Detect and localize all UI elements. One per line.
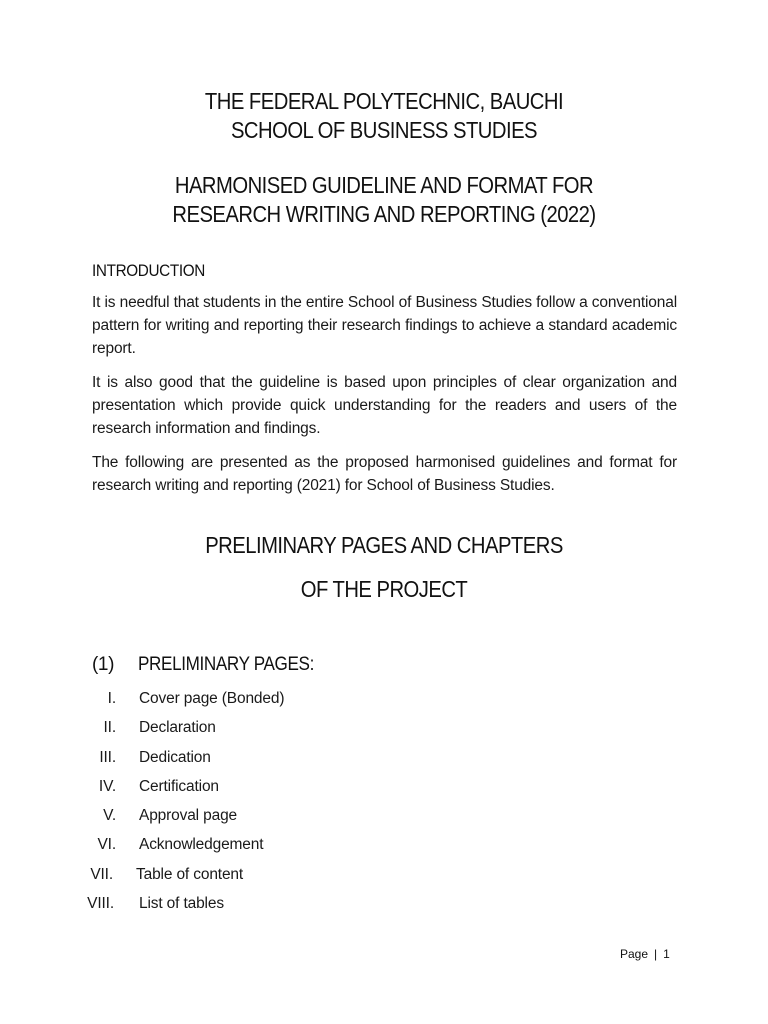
list-item [0, 774, 768, 803]
document-title-line-2: RESEARCH WRITING AND REPORTING (2022) [172, 201, 596, 227]
list-item [0, 891, 768, 920]
preliminary-pages-heading [92, 654, 334, 676]
institution-title: THE FEDERAL POLYTECHNIC, BAUCHI [204, 88, 564, 114]
school-title: SCHOOL OF BUSINESS STUDIES [230, 117, 538, 143]
document-title-line-1: HARMONISED GUIDELINE AND FORMAT FOR [174, 172, 594, 198]
page-separator: | [654, 947, 658, 961]
list-item [0, 832, 768, 861]
list-numeral: II. [103, 719, 116, 737]
list-numeral: VII. [90, 865, 113, 883]
preliminary-heading-text: PRELIMINARY PAGES: [138, 654, 314, 675]
list-item-text: Dedication [139, 748, 211, 766]
list-numeral: V. [103, 807, 116, 825]
intro-paragraph-2: It is also good that the guideline is based upon principles of clear organization and presentation which provide quick understanding for the readers and users of the research information and findings. [92, 374, 677, 437]
page-label: Page [620, 947, 649, 961]
list-numeral: III. [99, 748, 116, 766]
list-item-text: List of tables [139, 895, 224, 913]
intro-paragraph-3: The following are presented as the proposed harmonised guidelines and format for research writing and reporting (2021) for School of Business Studies. [92, 454, 677, 494]
list-item-text: Acknowledgement [139, 836, 264, 854]
introduction-heading: INTRODUCTION [92, 261, 205, 280]
list-item [0, 686, 768, 715]
list-numeral: IV. [98, 777, 116, 795]
list-item [0, 862, 768, 891]
list-item-text: Declaration [139, 719, 216, 737]
list-item [0, 715, 768, 744]
page-number: 1 [663, 947, 670, 961]
preliminary-number: (1) [92, 654, 115, 675]
section-title-line-2: OF THE PROJECT [300, 576, 468, 602]
intro-paragraph-1: It is needful that students in the entire School of Business Studies follow a conventional pattern for writing and reporting their research findings to achieve a standard academic report. [92, 294, 677, 357]
list-item-text: Approval page [139, 807, 238, 825]
list-item [0, 803, 768, 832]
preliminary-pages-list [0, 686, 768, 920]
section-title-line-1: PRELIMINARY PAGES AND CHAPTERS [205, 532, 563, 558]
list-item-text: Table of content [136, 865, 244, 883]
list-item-text: Certification [139, 777, 219, 795]
page-footer [620, 947, 670, 961]
list-numeral: VI. [97, 836, 116, 854]
list-numeral: VIII. [87, 895, 114, 913]
list-item-text: Cover page (Bonded) [139, 690, 285, 707]
list-item [0, 745, 768, 774]
list-numeral: I. [107, 690, 116, 707]
